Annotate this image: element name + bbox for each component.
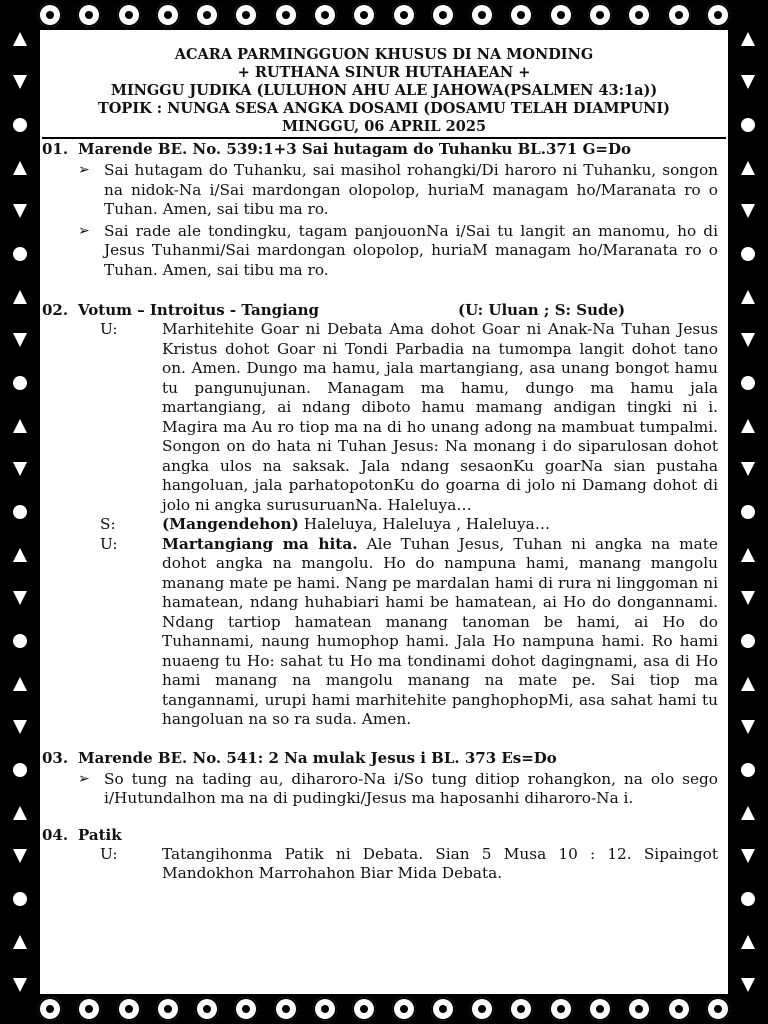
document-header — [42, 32, 726, 139]
section-title: 01. Marende BE. No. 539:1+3 Sai hutagam do Tuhanku BL.371 G=Do — [42, 140, 631, 158]
border-pattern-right — [728, 32, 768, 992]
liturgy-line: S: (Mangendehon) Haleluya, Haleluya , Haleluya… — [42, 515, 726, 535]
speaker-label: U: — [100, 534, 118, 553]
speaker-label: U: — [100, 844, 118, 863]
liturgy-line: U: Tatangihonma Patik ni Debata. Sian 5 Musa 10 : 12. Sipaingot Mandokhon Marrohahon Biar Mida Debata. — [42, 845, 726, 884]
section-title: 04. Patik — [42, 825, 122, 844]
bullet-list — [42, 770, 726, 809]
document-body — [42, 32, 726, 992]
list-item: ➢ Sai hutagam do Tuhanku, sai masihol rohangki/Di haroro ni Tuhanku, songon na nidok-Na i/Sai mardongan olopolop, huriaM managam ho/Maranata ro o Tuhan. Amen, sai tibu ma ro. — [78, 161, 718, 218]
section-01 — [42, 139, 726, 280]
header-line-1: ACARA PARMINGGUON KHUSUS DI NA MONDING — [174, 46, 594, 63]
list-item: ➢ Sai rade ale tondingku, tagam panjouonNa i/Sai tu langit an manomu, ho di Jesus Tuhanmi/Sai mardongan olopolop, huriaM managam ho/Maranata ro o Tuhan. Amen, sai tibu ma ro. — [78, 221, 718, 279]
legend-note: (U: Uluan ; S: Sude) — [458, 301, 626, 319]
section-03 — [42, 748, 726, 809]
liturgy-line: U: Marhitehite Goar ni Debata Ama dohot Goar ni Anak-Na Tuhan Jesus Kristus dohot Goar ni Tondi Parbadia na tumompa langit dohot tano on. Amen. Dungo ma hamu, jala martangiang, asa unang bongot hamu tu pangunujunan. Managam ma hamu, dungo ma hamu jala martangiang, ai ndang diboto hamu mamang andigan tingki ni i. Magira ma Au ro tiop ma na di ho unang adong na mambuat tumpalmi. Songon on do hata ni Tuhan Jesus: Na monang i do siparulosan dohot angka ulos na saksak. Jala ndang sesaonKu goarNa sian pustaha hangoluan, jala parhatopotonKu do goarna di jolo ni Damang dohot di jolo ni angka surusuruanNa. Haleluya… — [42, 320, 726, 515]
speaker-label: S: — [100, 515, 116, 533]
list-item: ➢ So tung na tading au, diharoro-Na i/So tung ditiop rohangkon, na olo sego i/Hutundalhon ma na di pudingki/Jesus ma haposanhi diharoro-Na i. — [78, 769, 718, 807]
header-line-3: MINGGU JUDIKA (LULUHON AHU ALE JAHOWA(PSALMEN 43:1a)) — [110, 82, 658, 99]
speaker-label: U: — [100, 320, 118, 338]
arrow-bullet-icon: ➢ — [78, 162, 90, 178]
section-02 — [42, 300, 726, 730]
section-title: 02. Votum – Introitus - Tangiang (U: Uluan ; S: Sude) — [42, 301, 626, 319]
section-04 — [42, 825, 726, 884]
bullet-list — [42, 161, 726, 280]
section-title: 03. Marende BE. No. 541: 2 Na mulak Jesus i BL. 373 Es=Do — [42, 748, 557, 767]
border-pattern-left — [0, 32, 40, 992]
border-flowers-bottom — [38, 994, 730, 1024]
arrow-bullet-icon: ➢ — [78, 770, 90, 787]
border-flowers-top — [38, 0, 730, 30]
liturgy-line: U: Martangiang ma hita. Ale Tuhan Jesus, Tuhan ni angka na mate dohot angka na mangolu. Ho do nampuna hami, manang mangolu manang mate pe hami. Nang pe mardalan hami di rura ni linggoman ni hamatean, ndang huhabiari hami be hamatean, ai Ho do dongannami. Ndang tartiop hamatean manang tanoman be hami, ai Ho do Tuhannami, naung humophop hami. Jala Ho nampuna hami. Ro hami nuaeng tu Ho: sahat tu Ho ma tondinami dohot dagingnami, asa di Ho hami manang na mangolu manang na mate pe. Sai tiop ma tangannami, urupi hami marhitehite panghophopMi, asa sahat hami tu hangoluan na so ra suda. Amen. — [42, 535, 726, 730]
header-line-5: MINGGU, 06 APRIL 2025 — [281, 118, 487, 135]
arrow-bullet-icon: ➢ — [78, 222, 90, 239]
header-line-4: TOPIK : NUNGA SESA ANGKA DOSAMI (DOSAMU TELAH DIAMPUNI) — [98, 100, 670, 117]
header-line-2: + RUTHANA SINUR HUTAHAEAN + — [237, 64, 531, 81]
